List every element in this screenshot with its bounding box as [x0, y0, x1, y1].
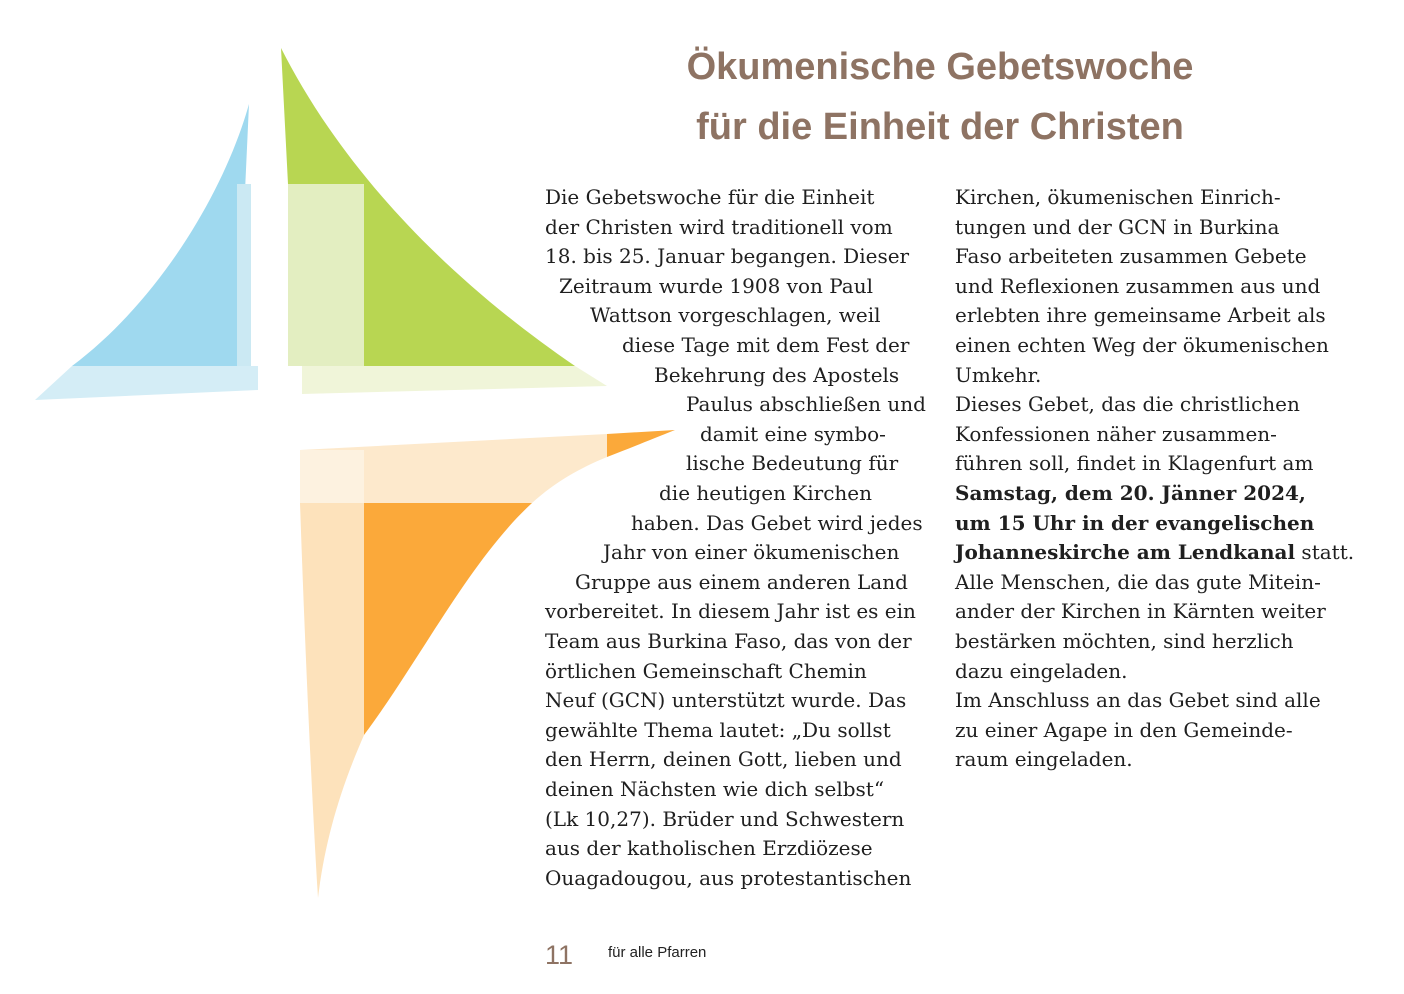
col2-line: Umkehr.: [955, 363, 1042, 387]
col1-line: Zeitraum wurde 1908 von Paul: [559, 274, 874, 298]
col2-line: und Reflexionen zusammen aus und: [955, 274, 1321, 298]
col1-line: lische Bedeutung für: [686, 451, 899, 475]
green-sail-band: [288, 184, 364, 366]
col2-line: zu einer Agape in den Gemeinde-: [955, 718, 1293, 742]
col1-line: Neuf (GCN) unterstützt wurde. Das: [545, 688, 907, 712]
page-title-line-1: Ökumenische Gebetswoche: [686, 46, 1194, 88]
col2-line: Kirchen, ökumenischen Einrich-: [955, 185, 1281, 209]
col2-line: Alle Menschen, die das gute Mitein-: [955, 570, 1321, 594]
col1-line: gewählte Thema lautet: „Du sollst: [545, 718, 891, 742]
col1-line: 18. bis 25. Januar begangen. Dieser: [545, 244, 910, 268]
col1-line: diese Tage mit dem Fest der: [622, 333, 910, 357]
orange-sail-tip: [607, 430, 675, 457]
col1-line: (Lk 10,27). Brüder und Schwestern: [545, 807, 905, 831]
col2-line: raum eingeladen.: [955, 747, 1133, 771]
page-title-line-2: für die Einheit der Christen: [696, 106, 1184, 148]
col2-line: dazu eingeladen.: [955, 659, 1128, 683]
col1-line: die heutigen Kirchen: [659, 481, 872, 505]
col1-line: Jahr von einer ökumenischen: [603, 540, 900, 564]
col1-line: Ouagadougou, aus protestantischen: [545, 866, 912, 890]
col1-line: haben. Das Gebet wird jedes: [631, 511, 923, 535]
col2-line: führen soll, findet in Klagenfurt am: [955, 451, 1314, 475]
col2-line: Konfessionen näher zusammen-: [955, 422, 1277, 446]
event-date-line: Samstag, dem 20. Jänner 2024,: [955, 481, 1306, 505]
orange-sail-corner: [300, 450, 364, 503]
col1-line: Wattson vorgeschlagen, weil: [590, 303, 881, 327]
event-location-suffix: statt.: [1295, 540, 1355, 564]
col2-line: bestärken möchten, sind herzlich: [955, 629, 1294, 653]
col1-line: Team aus Burkina Faso, das von der: [545, 629, 912, 653]
orange-sail-band: [300, 503, 364, 898]
orange-sail: [364, 503, 532, 735]
col2-line: Im Anschluss an das Gebet sind alle: [955, 688, 1321, 712]
col2-line: Faso arbeiteten zusammen Gebete: [955, 244, 1307, 268]
col2-line: einen echten Weg der ökumenischen: [955, 333, 1329, 357]
col1-line: vorbereitet. In diesem Jahr ist es ein: [545, 599, 916, 623]
col2-line: tungen und der GCN in Burkina: [955, 215, 1280, 239]
col2-line: erlebten ihre gemeinsame Arbeit als: [955, 303, 1326, 327]
col1-line: damit eine symbo-: [700, 422, 886, 446]
col2-line: Dieses Gebet, das die christlichen: [955, 392, 1300, 416]
col1-line: Die Gebetswoche für die Einheit: [545, 185, 875, 209]
col1-line: örtlichen Gemeinschaft Chemin: [545, 659, 867, 683]
col1-line: der Christen wird traditionell vom: [545, 215, 893, 239]
blue-sail-base: [35, 366, 258, 400]
event-location: Johanneskirche am Lendkanal: [955, 540, 1296, 564]
page-number: 11: [545, 940, 574, 970]
event-time-line: um 15 Uhr in der evangelischen: [955, 511, 1315, 535]
footer-text: für alle Pfarren: [608, 944, 707, 961]
green-sail-base: [302, 366, 607, 394]
col1-line: Bekehrung des Apostels: [654, 363, 900, 387]
col1-line: Paulus abschließen und: [686, 392, 926, 416]
blue-sail: [72, 104, 249, 366]
col1-line: den Herrn, deinen Gott, lieben und: [545, 747, 902, 771]
event-location-line: [955, 538, 1354, 568]
col1-line: Gruppe aus einem anderen Land: [575, 570, 908, 594]
col2-line: ander der Kirchen in Kärnten weiter: [955, 599, 1326, 623]
col1-line: aus der katholischen Erzdiözese: [545, 836, 873, 860]
col1-line: deinen Nächsten wie dich selbst“: [545, 777, 885, 801]
blue-sail-band: [237, 184, 251, 366]
